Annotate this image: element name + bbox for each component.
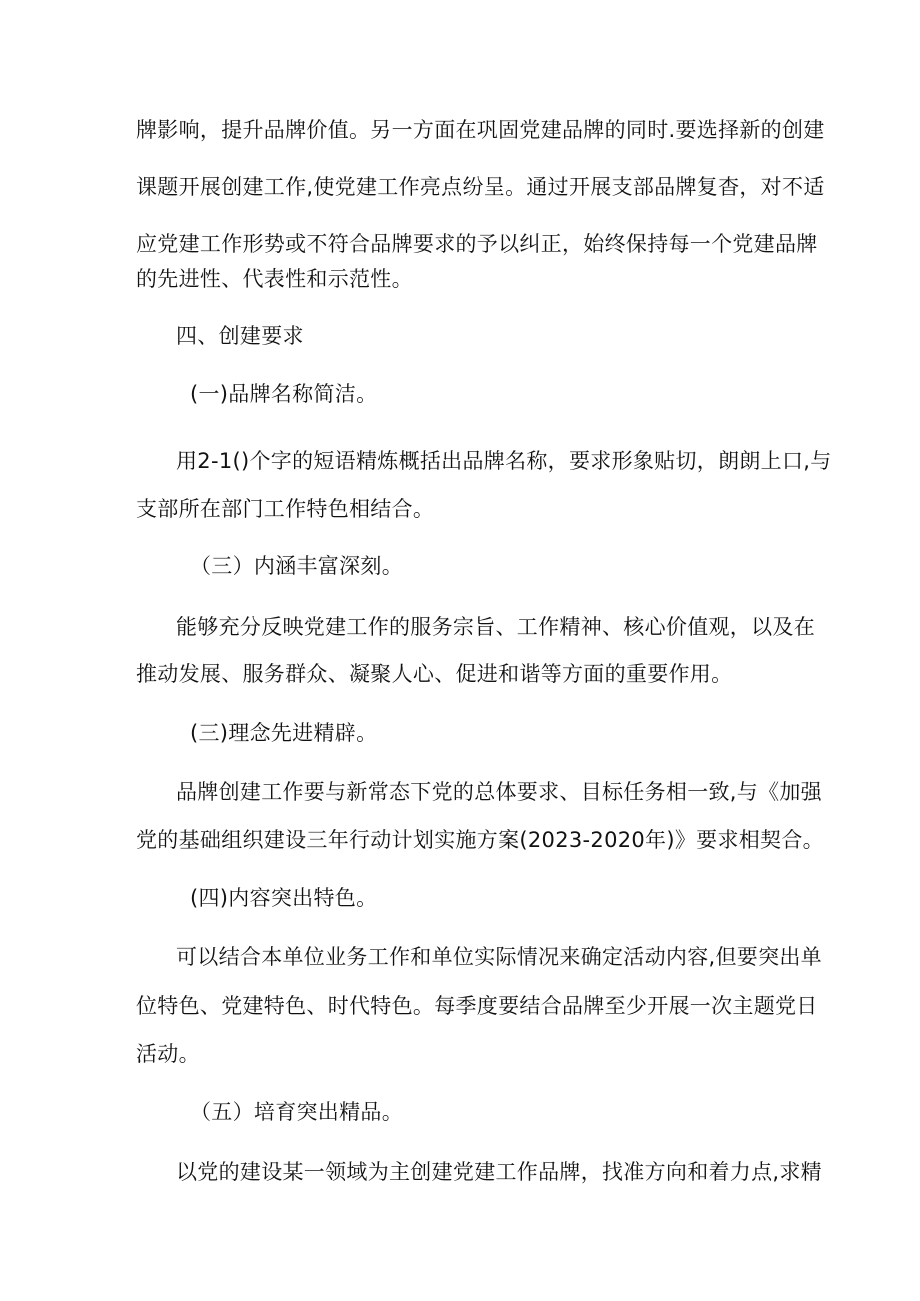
- body-text-line: 以党的建设某一领域为主创建党建工作品牌，找准方向和着力点,求精: [176, 1160, 822, 1184]
- subsection-heading: (四)内容突出特色。: [190, 886, 378, 910]
- body-text-line: 牌影响，提升品牌价值。另一方面在巩固党建品牌的同时.要选择新的创建: [136, 118, 825, 142]
- body-text-line: 推动发展、服务群众、凝聚人心、促进和谐等方面的重要作用。: [136, 662, 733, 686]
- body-text-line: 用2-1()个字的短语精炼概括出品牌名称，要求形象贴切，朗朗上口,与: [176, 449, 832, 473]
- body-text-line: 支部所在部门工作特色相结合。: [136, 497, 435, 521]
- body-text-line: 品牌创建工作要与新常态下党的总体要求、目标任务相一致,与《加强: [176, 780, 822, 804]
- body-text-line: 可以结合本单位业务工作和单位实际情况来确定活动内容,但要突出单: [176, 945, 822, 969]
- body-text-line: 的先进性、代表性和示范性。: [136, 267, 413, 291]
- subsection-heading: (三)理念先进精辟。: [190, 721, 378, 745]
- subsection-heading: (一)品牌名称简洁。: [190, 382, 378, 406]
- body-text-line: 应党建工作形势或不符合品牌要求的予以纠正，始终保持每一个党建品牌: [136, 232, 818, 256]
- body-text-line: 能够充分反映党建工作的服务宗旨、工作精神、核心价值观，以及在: [176, 615, 815, 639]
- subsection-heading: （五）培育突出精品。: [190, 1100, 403, 1124]
- body-text-line: 党的基础组织建设三年行动计划实施方案(2023-2020年)》要求相契合。: [136, 828, 824, 852]
- section-heading: 四、创建要求: [176, 324, 304, 348]
- subsection-heading: （三）内涵丰富深刻。: [190, 554, 403, 578]
- body-text-line: 位特色、党建特色、时代特色。每季度要结合品牌至少开展一次主题党日: [136, 994, 818, 1018]
- body-text-line: 活动。: [136, 1042, 200, 1066]
- body-text-line: 课题开展创建工作,使党建工作亮点纷呈。通过开展支部品牌复杳，对不适: [136, 175, 825, 199]
